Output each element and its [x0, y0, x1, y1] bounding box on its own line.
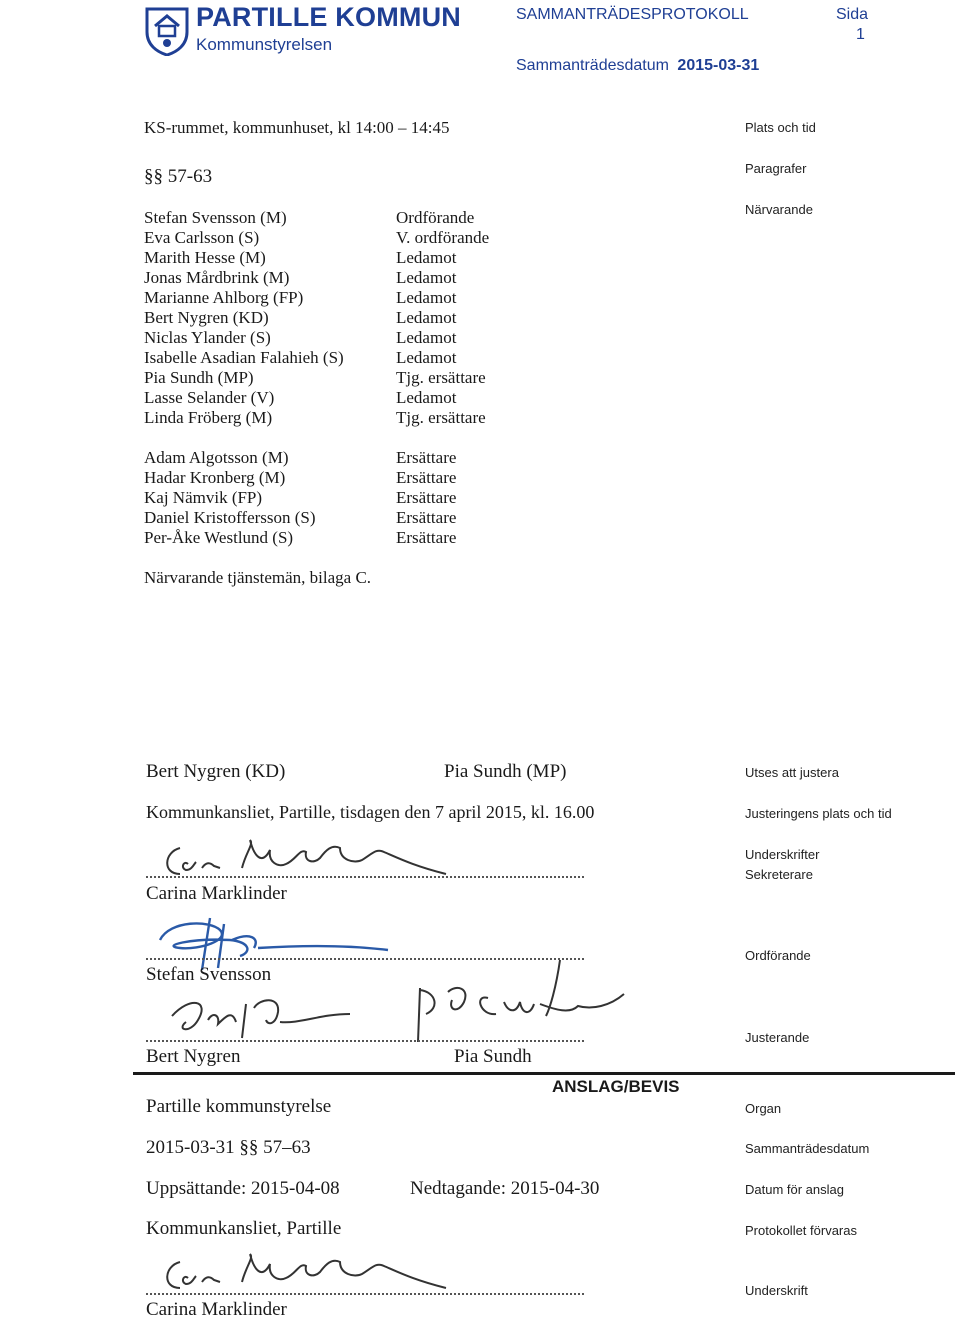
notice-meeting-date: 2015-03-31 §§ 57–63: [146, 1137, 311, 1158]
signature-line: [146, 1040, 584, 1042]
notice-title: ANSLAG/BEVIS: [552, 1077, 680, 1096]
member-role: Ledamot: [396, 388, 457, 407]
posting-date: Uppsättande: 2015-04-08: [146, 1178, 340, 1199]
meeting-date-label: Sammanträdesdatum: [516, 57, 669, 74]
member-name: Stefan Svensson (M): [144, 208, 287, 227]
member-role: Ledamot: [396, 268, 457, 287]
substitute-role: Ersättare: [396, 468, 457, 487]
member-role: V. ordförande: [396, 228, 490, 247]
storage-place: Kommunkansliet, Partille: [146, 1218, 342, 1239]
adjustment-place-time: Kommunkansliet, Partille, tisdagen den 7 april 2015, kl. 16.00: [146, 802, 595, 822]
substitute-role: Ersättare: [396, 448, 457, 467]
member-name: Pia Sundh (MP): [144, 368, 254, 387]
notice-signer-name: Carina Marklinder: [146, 1299, 287, 1320]
member-name: Bert Nygren (KD): [144, 308, 269, 327]
chair-name: Stefan Svensson: [146, 964, 272, 985]
org-name: PARTILLE KOMMUN: [196, 2, 461, 32]
meeting-date-value: 2015-03-31: [677, 57, 760, 74]
substitute-name: Daniel Kristoffersson (S): [144, 508, 316, 527]
member-role: Ledamot: [396, 348, 457, 367]
paragraphs-label: Paragrafer: [745, 161, 807, 176]
substitute-roles: [396, 448, 456, 548]
member-name: Isabelle Asadian Falahieh (S): [144, 348, 344, 367]
storage-label: Protokollet förvaras: [745, 1223, 857, 1238]
member-role: Tjg. ersättare: [396, 408, 486, 427]
member-roles: [396, 208, 489, 428]
member-name: Marianne Ahlborg (FP): [144, 288, 304, 307]
org-unit: Kommunstyrelsen: [196, 35, 333, 54]
substitute-name: Hadar Kronberg (M): [144, 468, 286, 487]
place-and-time: KS-rummet, kommunhuset, kl 14:00 – 14:45: [144, 118, 450, 137]
municipal-crest-icon: [144, 6, 190, 56]
member-name: Linda Fröberg (M): [144, 408, 273, 427]
adjuster-2: Pia Sundh (MP): [444, 761, 567, 782]
signature-line: [146, 1293, 584, 1295]
adjuster-2-signature: [400, 958, 630, 1048]
doc-type: SAMMANTRÄDESPROTOKOLL: [516, 6, 749, 23]
member-role: Ordförande: [396, 208, 475, 227]
adjusters-label: Utses att justera: [745, 765, 839, 780]
substitute-role: Ersättare: [396, 528, 457, 547]
removal-date: Nedtagande: 2015-04-30: [410, 1178, 600, 1199]
officials-note: Närvarande tjänstemän, bilaga C.: [144, 568, 372, 587]
posting-label: Datum för anslag: [745, 1182, 844, 1197]
member-role: Ledamot: [396, 288, 457, 307]
secretary-label: Sekreterare: [745, 867, 813, 882]
member-name: Marith Hesse (M): [144, 248, 266, 267]
substitute-role: Ersättare: [396, 508, 457, 527]
member-name: Lasse Selander (V): [144, 388, 275, 407]
member-name: Jonas Mårdbrink (M): [144, 268, 290, 287]
member-role: Ledamot: [396, 308, 457, 327]
signature-label: Underskrift: [745, 1283, 808, 1298]
member-role: Tjg. ersättare: [396, 368, 486, 387]
signature-line: [146, 876, 584, 878]
signatures-label: Underskrifter: [745, 847, 820, 862]
secretary-name: Carina Marklinder: [146, 883, 287, 904]
paragraphs: §§ 57-63: [144, 166, 213, 187]
adjusting-label: Justerande: [745, 1030, 810, 1045]
member-name: Niclas Ylander (S): [144, 328, 271, 347]
adjuster-1: Bert Nygren (KD): [146, 761, 286, 782]
page-number: 1: [856, 26, 865, 43]
substitute-role: Ersättare: [396, 488, 457, 507]
meeting-date-header: [516, 57, 759, 75]
member-names: [144, 208, 344, 428]
adjustment-place-time-label: Justeringens plats och tid: [745, 806, 892, 821]
member-role: Ledamot: [396, 248, 457, 267]
adjuster-2-name: Pia Sundh: [454, 1046, 532, 1067]
present-label: Närvarande: [745, 202, 813, 217]
member-name: Eva Carlsson (S): [144, 228, 260, 247]
page-label: Sida: [836, 6, 869, 23]
substitute-name: Adam Algotsson (M): [144, 448, 289, 467]
substitute-name: Per-Åke Westlund (S): [144, 528, 294, 547]
chair-label: Ordförande: [745, 948, 811, 963]
notice-meeting-date-label: Sammanträdesdatum: [745, 1141, 870, 1156]
member-role: Ledamot: [396, 328, 457, 347]
substitute-name: Kaj Nämvik (FP): [144, 488, 263, 507]
place-time-label: Plats och tid: [745, 120, 816, 135]
notice-divider: [133, 1072, 955, 1075]
organ-label: Organ: [745, 1101, 782, 1116]
notice-signature: [150, 1252, 470, 1298]
substitute-names: [144, 448, 316, 548]
notice-organ: Partille kommunstyrelse: [146, 1096, 332, 1117]
adjuster-1-name: Bert Nygren: [146, 1046, 241, 1067]
